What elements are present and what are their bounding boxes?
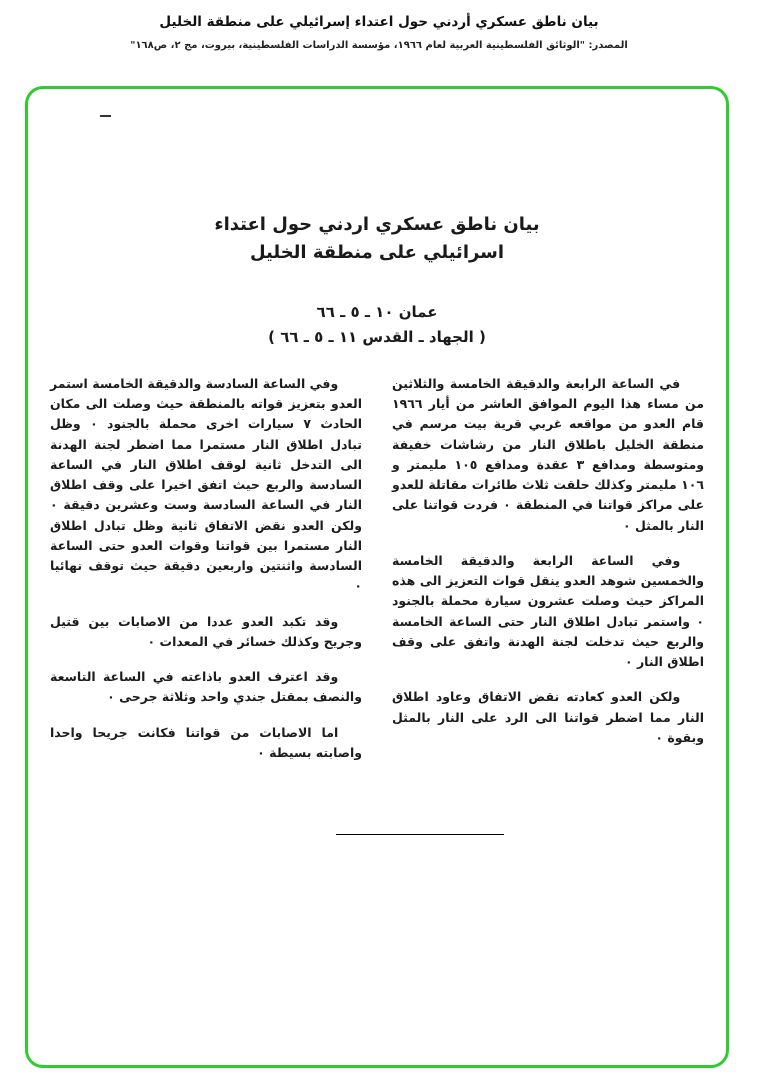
paragraph: اما الاصابات من قواتنا فكانت جريحا واحدا واصابته بسيطة ٠ <box>50 724 362 760</box>
page-header <box>0 0 758 51</box>
paragraph: وفي الساعة الرابعة والدقيقة الخامسة والخمسين شوهد العدو ينقل قوات التعزيز الى هذه المراكز حيث وصلت عشرون سيارة محملة بالجنود ٠ واستمر تبادل اطلاق النار حتى الساعة الخامسة والربع حيث تدخلت لجنة الهدنة واتفق على وقف اطلاق النار ٠ <box>392 552 704 670</box>
paragraph: وقد اعترف العدو باذاعته في الساعة التاسعة والنصف بمقتل جندي واحد وثلاثة جرحى ٠ <box>50 669 362 705</box>
document-body-columns <box>28 374 726 778</box>
stray-scan-mark <box>100 115 111 117</box>
end-divider-line <box>336 834 504 835</box>
document-dateline: عمان ١٠ ـ ٥ ـ ٦٦ <box>316 302 438 321</box>
document-title <box>28 211 726 267</box>
document-title-line1: بيان ناطق عسكري اردني حول اعتداء <box>214 214 540 235</box>
column-right <box>392 374 704 778</box>
document-frame <box>25 86 729 1068</box>
paragraph: وفي الساعة السادسة والدقيقة الخامسة استمر العدو بتعزيز قواته بالمنطقة حيث وصلت الى مكان الحادث ٧ سيارات اخرى محملة بالجنود ٠ وظل تبادل اطلاق النار مستمرا مما اضطر لجنة الهدنة الى التدخل ثانية لوقف اطلاق النار في الساعة السادسة والربع حيث اتفق اخيرا على وقف اطلاق النار في الساعة السادسة وست وعشرين دقيقة ٠ ولكن العدو نقض الاتفاق ثانية وظل تبادل اطلاق النار مستمرا بين قواتنا وقوات العدو حتى الساعة السادسة واثنتين واربعين دقيقة حيث توقف نهائيا ٠ <box>50 375 363 594</box>
paragraph: في الساعة الرابعة والدقيقة الخامسة والثلاثين من مساء هذا اليوم الموافق العاشر من أيار ١٩٦٦ قام العدو من مواقعه غربي قرية بيت مرسم في منطقة الخليل باطلاق النار من رشاشات خفيفة ومتوسطة ومدافع ٣ عقدة ومدافع ١٠٥ مليمتر و ١٠٦ مليمتر وكذلك حلقت ثلاث طائرات مقاتلة للعدو على مراكز قواتنا في المنطقة ٠ فردت قواتنا على النار بالمثل ٠ <box>392 375 704 533</box>
column-left <box>50 374 362 778</box>
paragraph: وقد تكبد العدو عددا من الاصابات بين قتيل وجريح وكذلك خسائر في المعدات ٠ <box>50 613 362 649</box>
paragraph: ولكن العدو كعادته نقض الاتفاق وعاود اطلاق النار مما اضطر قواتنا الى الرد على النار بالمثل وبقوة ٠ <box>392 689 704 745</box>
header-source-citation: المصدر: "الوثائق الفلسطينية العربية لعام ١٩٦٦، مؤسسة الدراسات الفلسطينية، بيروت، مج ٢، ص١٦٨" <box>130 40 628 51</box>
header-title: بيان ناطق عسكري أردني حول اعتداء إسرائيلي على منطقة الخليل <box>159 14 599 30</box>
document-publication-line: ( الجهاد ـ القدس ١١ ـ ٥ ـ ٦٦ ) <box>268 327 486 346</box>
document-title-line2: اسرائيلي على منطقة الخليل <box>249 241 505 263</box>
